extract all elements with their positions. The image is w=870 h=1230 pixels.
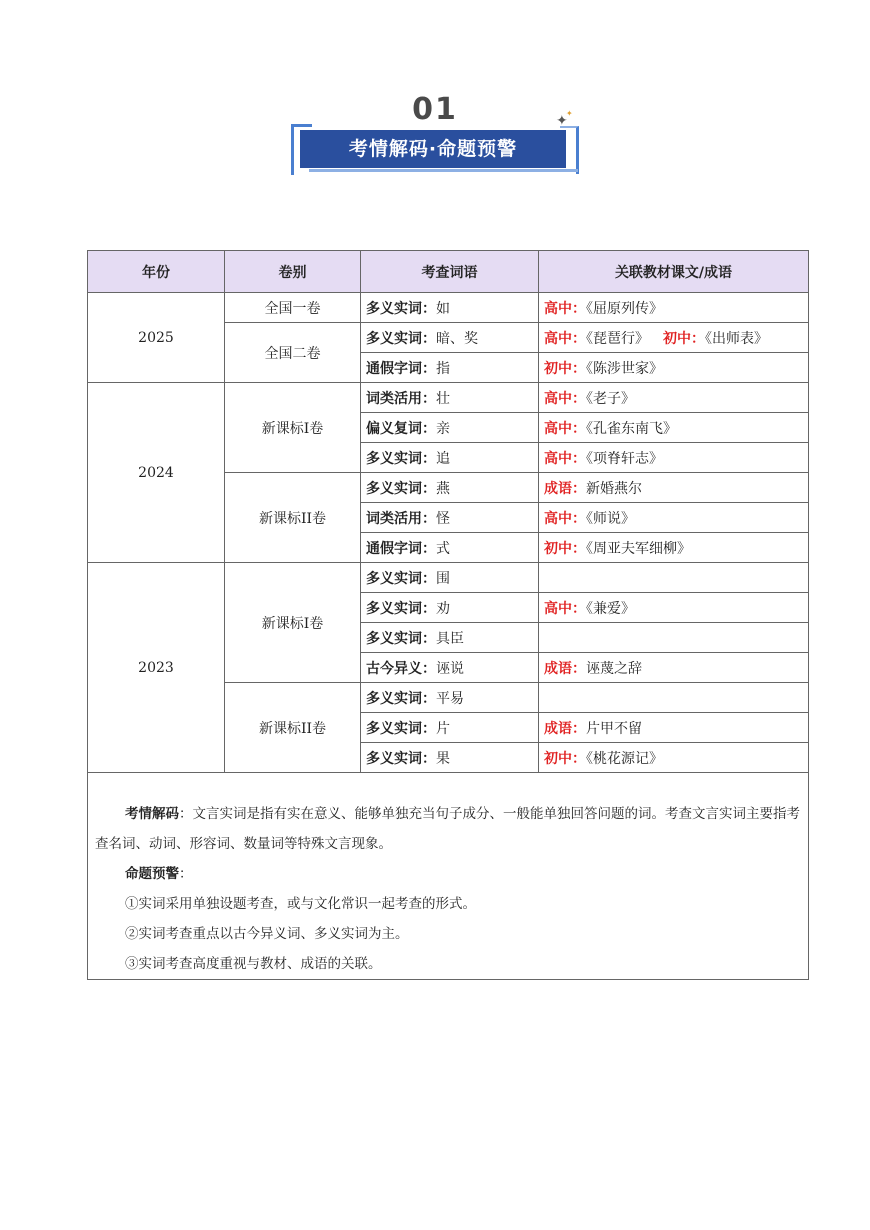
word-value: 片 (436, 720, 450, 737)
word-value: 亲 (436, 420, 450, 437)
word-cell (361, 743, 539, 773)
word-value: 具臣 (436, 630, 464, 647)
word-kind: 词类活用： (366, 510, 436, 527)
word-value: 怪 (436, 510, 450, 527)
warning-heading (95, 859, 801, 889)
level-label: 高中： (544, 450, 586, 467)
related-cell (539, 563, 809, 593)
related-cell (539, 653, 809, 683)
year-cell: 2023 (88, 563, 225, 773)
word-kind: 多义实词： (366, 300, 436, 317)
warning-label: 命题预警 (125, 866, 179, 882)
word-cell (361, 353, 539, 383)
sparkle-icon: ✦ (556, 113, 568, 129)
word-kind: 多义实词： (366, 720, 436, 737)
level-label: 成语： (544, 480, 586, 497)
notes-row (88, 773, 809, 980)
word-cell (361, 713, 539, 743)
word-kind: 通假字词： (366, 540, 436, 557)
related-cell (539, 593, 809, 623)
word-kind: 多义实词： (366, 600, 436, 617)
related-text: 《老子》 (586, 390, 635, 407)
related-text: 《陈涉世家》 (586, 360, 663, 377)
word-cell (361, 413, 539, 443)
level-label: 初中： (544, 360, 586, 377)
related-cell (539, 503, 809, 533)
level-label: 高中： (544, 420, 586, 437)
related-text: 新婚燕尔 (586, 480, 642, 497)
level-label: 初中： (663, 330, 705, 347)
analysis-paragraph (95, 799, 801, 859)
word-value: 如 (436, 300, 450, 317)
sparkle-small-icon: ✦ (566, 109, 573, 118)
word-kind: 古今异义： (366, 660, 436, 677)
analysis-text: ：文言实词是指有实在意义、能够单独充当句子成分、一般能单独回答问题的词。考查文言实词主要指考查名词、动词、形容词、数量词等特殊文言现象。 (95, 806, 800, 852)
word-kind: 多义实词： (366, 480, 436, 497)
paper-cell: 新课标II卷 (225, 473, 361, 563)
word-cell (361, 533, 539, 563)
paper-cell: 全国一卷 (225, 293, 361, 323)
word-kind: 多义实词： (366, 690, 436, 707)
table-header-row (88, 251, 809, 293)
word-value: 暗、奖 (436, 330, 478, 347)
word-kind: 多义实词： (366, 330, 436, 347)
word-kind: 多义实词： (366, 630, 436, 647)
word-cell (361, 683, 539, 713)
level-label: 高中： (544, 600, 586, 617)
related-text: 《周亚夫军细柳》 (586, 540, 691, 557)
related-cell (539, 623, 809, 653)
related-text: 《项脊轩志》 (586, 450, 663, 467)
word-cell (361, 473, 539, 503)
word-value: 燕 (436, 480, 450, 497)
banner-frame-bottom (309, 169, 578, 172)
word-kind: 词类活用： (366, 390, 436, 407)
word-cell (361, 383, 539, 413)
related-text: 《孔雀东南飞》 (586, 420, 677, 437)
analysis-label: 考情解码 (125, 806, 179, 822)
section-header (0, 0, 870, 200)
related-cell (539, 413, 809, 443)
word-cell (361, 623, 539, 653)
header-paper: 卷别 (225, 251, 361, 293)
level-label: 高中： (544, 300, 586, 317)
warning-colon: ： (179, 866, 193, 882)
word-cell (361, 563, 539, 593)
related-text: 《师说》 (586, 510, 635, 527)
word-kind: 多义实词： (366, 570, 436, 587)
word-cell (361, 443, 539, 473)
word-value: 壮 (436, 390, 450, 407)
word-cell (361, 293, 539, 323)
related-cell (539, 683, 809, 713)
word-value: 平易 (436, 690, 464, 707)
paper-cell: 新课标I卷 (225, 383, 361, 473)
header-words: 考查词语 (361, 251, 539, 293)
paper-cell: 新课标I卷 (225, 563, 361, 683)
section-number: 01 (412, 92, 458, 127)
related-text: 《琵琶行》 (586, 330, 649, 347)
warning-point-3: ③实词考查高度重视与教材、成语的关联。 (125, 956, 382, 972)
exam-analysis-table (87, 250, 809, 980)
level-label: 成语： (544, 720, 586, 737)
word-value: 劝 (436, 600, 450, 617)
related-cell (539, 743, 809, 773)
table-body (88, 293, 809, 773)
level-label: 成语： (544, 660, 586, 677)
warning-point-1: ①实词采用单独设题考查，或与文化常识一起考查的形式。 (125, 896, 476, 912)
related-text: 《出师表》 (705, 330, 768, 347)
word-value: 果 (436, 750, 450, 767)
banner-title: 考情解码·命题预警 (300, 130, 566, 168)
word-cell (361, 593, 539, 623)
year-cell: 2025 (88, 293, 225, 383)
header-year: 年份 (88, 251, 225, 293)
word-kind: 通假字词： (366, 360, 436, 377)
level-label: 初中： (544, 750, 586, 767)
related-cell (539, 443, 809, 473)
word-kind: 多义实词： (366, 450, 436, 467)
related-text: 片甲不留 (586, 720, 642, 737)
related-cell (539, 293, 809, 323)
related-cell (539, 383, 809, 413)
table-row (88, 383, 809, 413)
related-cell (539, 533, 809, 563)
word-value: 诬说 (436, 660, 464, 677)
word-kind: 偏义复词： (366, 420, 436, 437)
paper-cell: 全国二卷 (225, 323, 361, 383)
table-row (88, 293, 809, 323)
year-cell: 2024 (88, 383, 225, 563)
word-value: 追 (436, 450, 450, 467)
warning-point-2: ②实词考查重点以古今异义词、多义实词为主。 (125, 926, 409, 942)
related-text: 《兼爱》 (586, 600, 635, 617)
word-cell (361, 503, 539, 533)
level-label: 高中： (544, 390, 586, 407)
notes-cell (88, 773, 809, 980)
word-kind: 多义实词： (366, 750, 436, 767)
related-text: 诬蔑之辞 (586, 660, 642, 677)
level-label: 高中： (544, 330, 586, 347)
related-text: 《屈原列传》 (586, 300, 663, 317)
word-cell (361, 323, 539, 353)
header-related: 关联教材课文/成语 (539, 251, 809, 293)
related-cell (539, 323, 809, 353)
table-row (88, 563, 809, 593)
word-cell (361, 653, 539, 683)
related-text: 《桃花源记》 (586, 750, 663, 767)
related-cell (539, 473, 809, 503)
related-cell (539, 353, 809, 383)
word-value: 式 (436, 540, 450, 557)
level-label: 初中： (544, 540, 586, 557)
related-cell (539, 713, 809, 743)
paper-cell: 新课标II卷 (225, 683, 361, 773)
notes-block (93, 773, 803, 979)
word-value: 围 (436, 570, 450, 587)
level-label: 高中： (544, 510, 586, 527)
word-value: 指 (436, 360, 450, 377)
